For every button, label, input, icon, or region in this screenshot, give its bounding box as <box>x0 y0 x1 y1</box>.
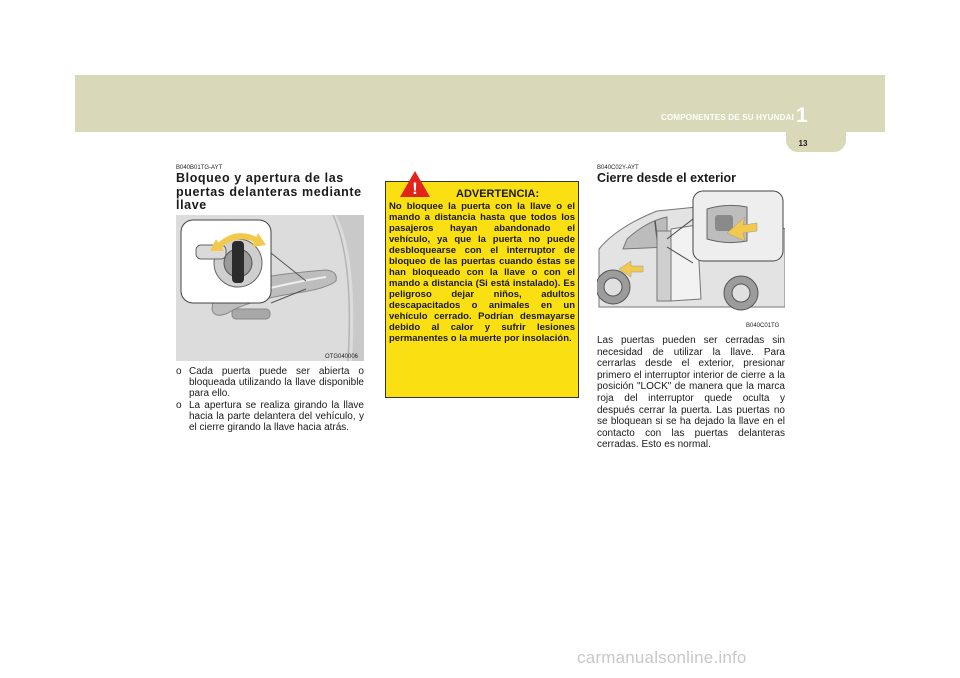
section-title: COMPONENTES DE SU HYUNDAI <box>660 113 794 122</box>
bullet-text: Cada puerta puede ser abierta o bloqueada utilizando la llave disponible para ello. <box>189 366 364 400</box>
bullet-marker: o <box>176 366 182 377</box>
warning-mark: ! <box>412 179 418 198</box>
bullet-item <box>176 366 364 400</box>
car-side-drawing <box>597 189 785 330</box>
warning-text: No bloquee la puerta con la llave o el mando a distancia hasta que todos los pasajeros hayan abandonado el vehículo, ya que la puerta no puede desbloquearse con el interruptor de bloqueo de las puertas cuando éstas se han bloqueado con la llave o con el mando a distancia (Si está instalado). Es peligroso dejar niños, adultos descapacitados o animales en un vehículo cerrado. Podrían desmayarse debido al calor y sufrir lesiones permanentes o la muerte por insolación. <box>389 201 575 344</box>
warning-box <box>385 181 579 398</box>
key-door-handle-drawing <box>176 215 364 361</box>
right-paragraph: Las puertas pueden ser cerradas sin necesidad de utilizar la llave. Para cerrarlas desde el exterior, presionar primero el interruptor interior de cierre a la posición "LOCK" de manera que la marca roja del interruptor quede oculta y después cerrar la puerta. Las puertas no se bloquean si se ha dejado la llave en el contacto con las puertas delanteras cerradas. Esto es normal. <box>597 335 785 451</box>
page-number: 13 <box>798 139 808 148</box>
warning-title: ADVERTENCIA: <box>456 188 540 200</box>
car-door-illustration <box>597 189 785 330</box>
footer-watermark: carmanualsonline.info <box>577 648 747 667</box>
bullet-text: La apertura se realiza girando la llave hacia la parte delantera del vehículo, y el cierre girando la llave hacia atrás. <box>189 399 364 434</box>
left-section-heading: Bloqueo y apertura de las puertas delanteras mediante llave <box>176 171 362 212</box>
right-section-heading: Cierre desde el exterior <box>597 171 736 185</box>
right-section-code: B040C02Y-AYT <box>597 165 639 171</box>
warning-exclamation-icon <box>399 170 431 198</box>
header-band <box>75 75 885 132</box>
bullet-item <box>176 400 364 434</box>
chapter-number: 1 <box>796 104 808 127</box>
left-bullet-list <box>176 366 364 433</box>
left-figure-code: OTG040006 <box>325 354 359 360</box>
bullet-marker: o <box>176 399 182 411</box>
key-lock-illustration <box>176 215 364 361</box>
left-section-code: B040B01TG-AYT <box>176 165 223 171</box>
right-figure-code: B040C01TG <box>746 323 780 329</box>
